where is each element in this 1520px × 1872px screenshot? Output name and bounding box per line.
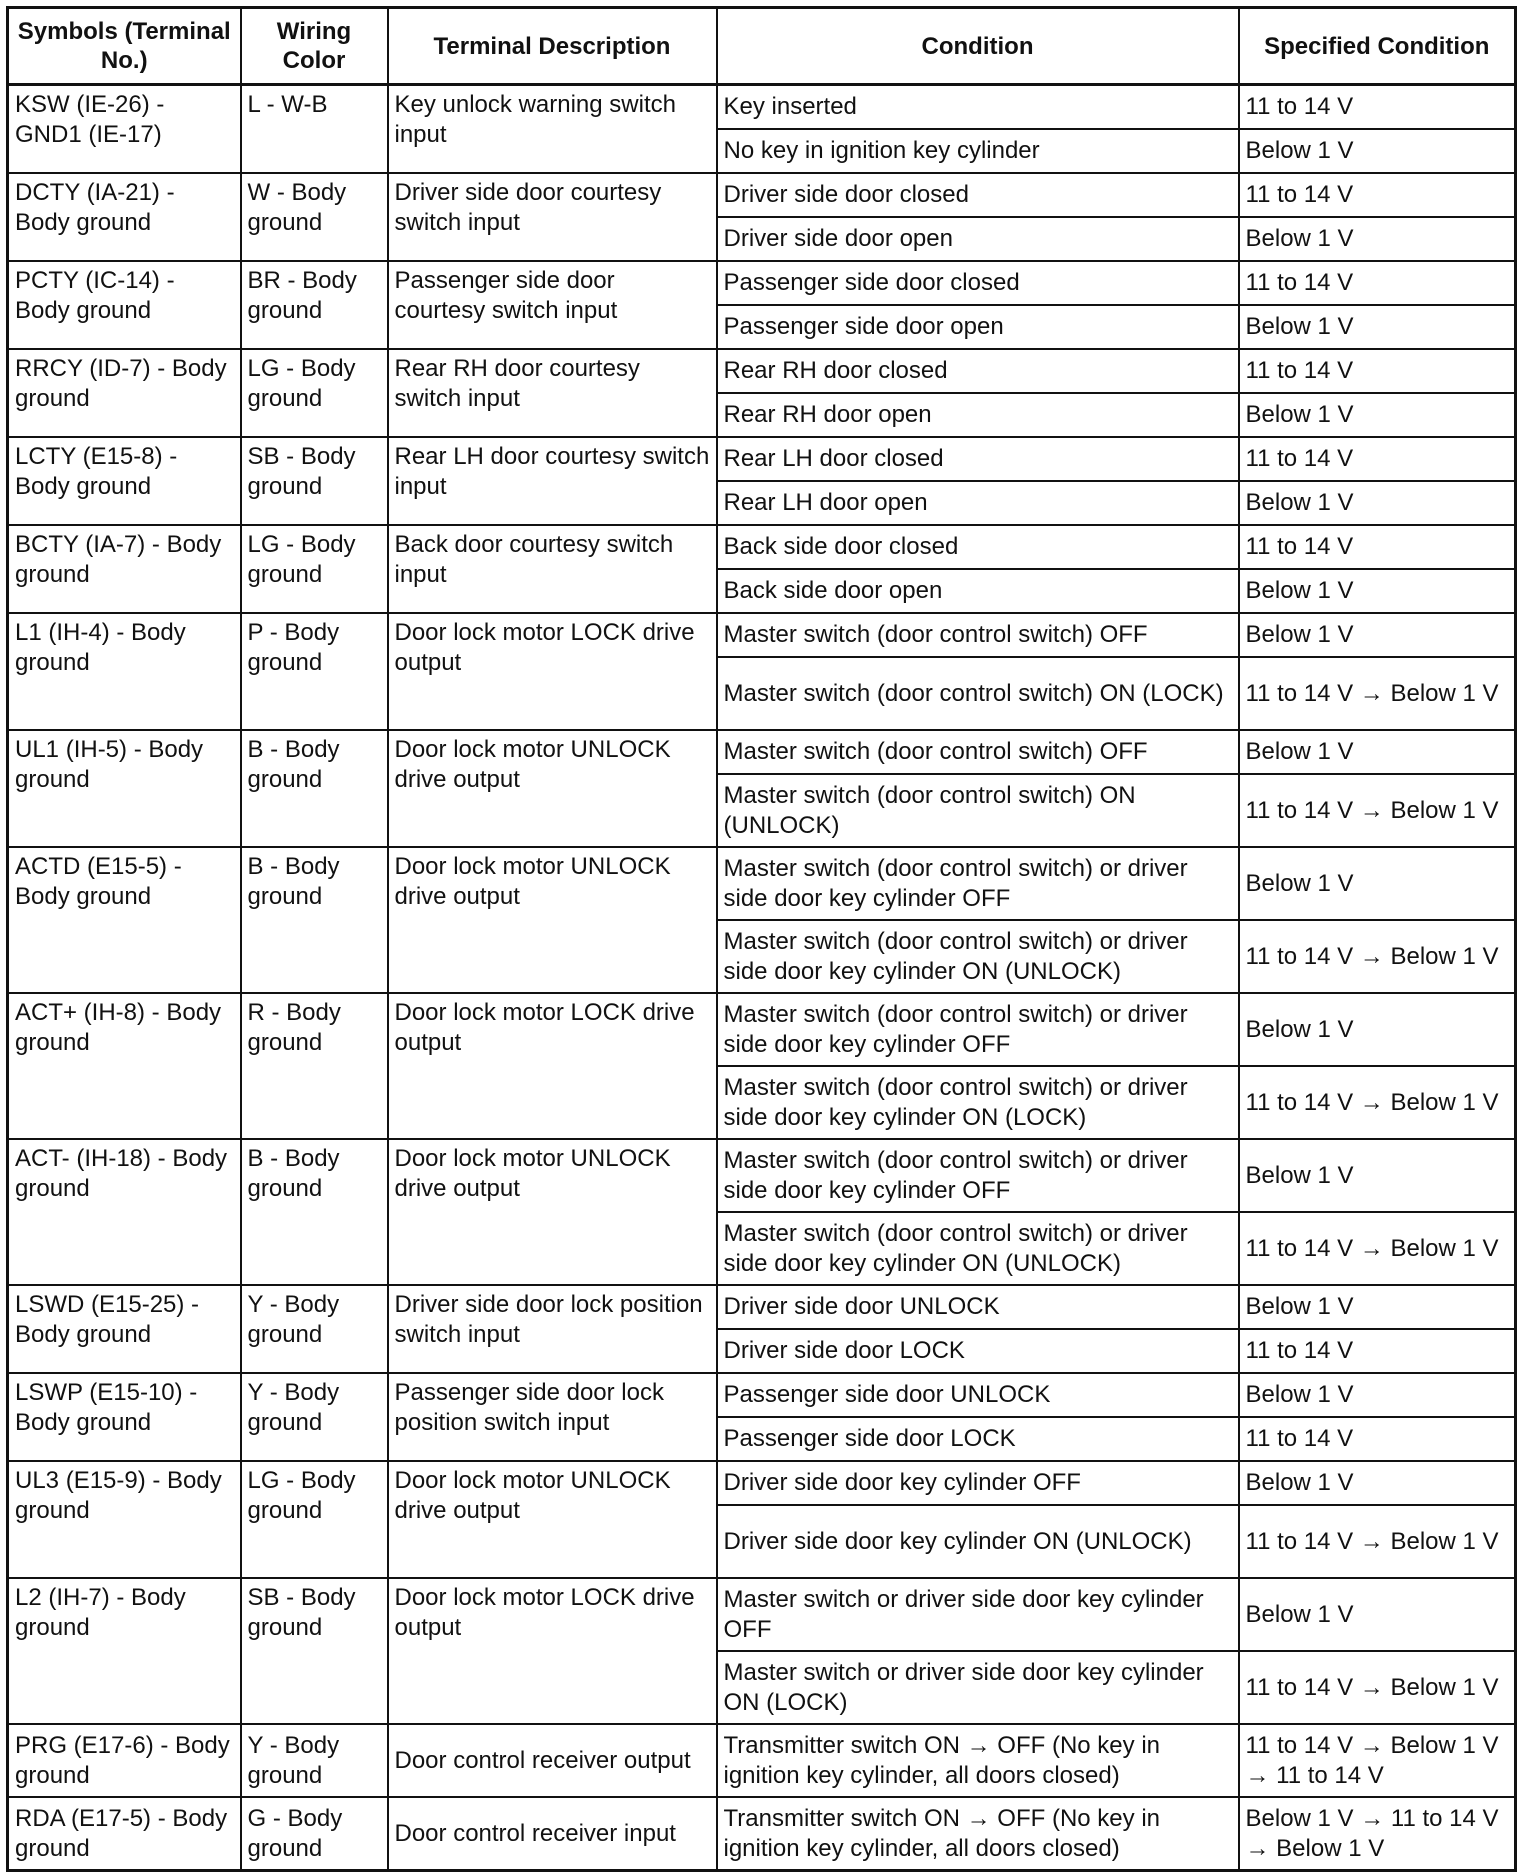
cell-wiring-color: SB - Body ground: [241, 1578, 388, 1724]
cell-condition: Master switch (door control switch) ON (LOCK): [717, 657, 1239, 730]
table-row: [8, 993, 1516, 1066]
cell-wiring-color: Y - Body ground: [241, 1285, 388, 1373]
cell-condition: Master switch (door control switch) or driver side door key cylinder OFF: [717, 847, 1239, 920]
cell-terminal-description: Passenger side door courtesy switch input: [388, 261, 717, 349]
cell-condition: Back side door closed: [717, 525, 1239, 569]
cell-specified-condition: 11 to 14 V → Below 1 V: [1239, 657, 1516, 730]
cell-terminal-symbol: RDA (E17-5) - Body ground: [8, 1797, 241, 1871]
cell-condition: Driver side door open: [717, 217, 1239, 261]
cell-specified-condition: 11 to 14 V → Below 1 V: [1239, 1505, 1516, 1578]
cell-wiring-color: BR - Body ground: [241, 261, 388, 349]
cell-condition: No key in ignition key cylinder: [717, 129, 1239, 173]
table-row: [8, 85, 1516, 130]
header-wiring-color: Wiring Color: [241, 8, 388, 85]
cell-specified-condition: 11 to 14 V: [1239, 349, 1516, 393]
cell-terminal-description: Door lock motor LOCK drive output: [388, 613, 717, 730]
cell-specified-condition: Below 1 V: [1239, 847, 1516, 920]
table-row: [8, 1285, 1516, 1329]
header-symbols: Symbols (Terminal No.): [8, 8, 241, 85]
cell-terminal-description: Door lock motor UNLOCK drive output: [388, 1461, 717, 1578]
cell-condition: Master switch (door control switch) or driver side door key cylinder ON (LOCK): [717, 1066, 1239, 1139]
cell-specified-condition: Below 1 V: [1239, 1373, 1516, 1417]
cell-specified-condition: Below 1 V: [1239, 217, 1516, 261]
cell-terminal-symbol: BCTY (IA-7) - Body ground: [8, 525, 241, 613]
cell-condition: Driver side door UNLOCK: [717, 1285, 1239, 1329]
cell-wiring-color: L - W-B: [241, 85, 388, 174]
cell-specified-condition: 11 to 14 V: [1239, 1329, 1516, 1373]
cell-terminal-symbol: LSWP (E15-10) - Body ground: [8, 1373, 241, 1461]
cell-terminal-symbol: PCTY (IC-14) - Body ground: [8, 261, 241, 349]
table-row: [8, 261, 1516, 305]
cell-condition: Master switch (door control switch) or driver side door key cylinder OFF: [717, 993, 1239, 1066]
cell-wiring-color: SB - Body ground: [241, 437, 388, 525]
cell-specified-condition: 11 to 14 V → Below 1 V: [1239, 1651, 1516, 1724]
cell-terminal-description: Passenger side door lock position switch input: [388, 1373, 717, 1461]
cell-terminal-symbol: LCTY (E15-8) - Body ground: [8, 437, 241, 525]
cell-specified-condition: 11 to 14 V → Below 1 V: [1239, 1066, 1516, 1139]
table-row: [8, 1578, 1516, 1651]
cell-terminal-description: Door control receiver output: [388, 1724, 717, 1797]
cell-terminal-description: Rear LH door courtesy switch input: [388, 437, 717, 525]
cell-wiring-color: LG - Body ground: [241, 349, 388, 437]
table-row: [8, 1797, 1516, 1871]
cell-condition: Passenger side door LOCK: [717, 1417, 1239, 1461]
cell-terminal-description: Door control receiver input: [388, 1797, 717, 1871]
cell-specified-condition: Below 1 V: [1239, 613, 1516, 657]
cell-condition: Rear LH door open: [717, 481, 1239, 525]
cell-terminal-symbol: UL3 (E15-9) - Body ground: [8, 1461, 241, 1578]
table-row: [8, 1373, 1516, 1417]
cell-terminal-symbol: UL1 (IH-5) - Body ground: [8, 730, 241, 847]
header-specified-condition: Specified Condition: [1239, 8, 1516, 85]
cell-specified-condition: 11 to 14 V → Below 1 V: [1239, 1212, 1516, 1285]
cell-specified-condition: Below 1 V: [1239, 393, 1516, 437]
cell-specified-condition: Below 1 V: [1239, 730, 1516, 774]
cell-condition: Master switch (door control switch) or driver side door key cylinder ON (UNLOCK): [717, 920, 1239, 993]
table-row: [8, 437, 1516, 481]
table-body: [8, 85, 1516, 1871]
cell-condition: Driver side door key cylinder OFF: [717, 1461, 1239, 1505]
cell-condition: Master switch or driver side door key cylinder ON (LOCK): [717, 1651, 1239, 1724]
cell-condition: Master switch (door control switch) OFF: [717, 730, 1239, 774]
cell-terminal-symbol: L1 (IH-4) - Body ground: [8, 613, 241, 730]
table-row: [8, 730, 1516, 774]
cell-specified-condition: Below 1 V: [1239, 305, 1516, 349]
cell-terminal-description: Driver side door lock position switch input: [388, 1285, 717, 1373]
cell-condition: Transmitter switch ON → OFF (No key in ignition key cylinder, all doors closed): [717, 1797, 1239, 1871]
cell-wiring-color: LG - Body ground: [241, 525, 388, 613]
header-terminal-description: Terminal Description: [388, 8, 717, 85]
table-row: [8, 525, 1516, 569]
cell-condition: Transmitter switch ON → OFF (No key in ignition key cylinder, all doors closed): [717, 1724, 1239, 1797]
cell-terminal-symbol: DCTY (IA-21) - Body ground: [8, 173, 241, 261]
cell-terminal-symbol: ACT- (IH-18) - Body ground: [8, 1139, 241, 1285]
cell-specified-condition: Below 1 V: [1239, 1285, 1516, 1329]
cell-specified-condition: Below 1 V: [1239, 993, 1516, 1066]
cell-condition: Passenger side door open: [717, 305, 1239, 349]
cell-specified-condition: Below 1 V: [1239, 1578, 1516, 1651]
cell-wiring-color: W - Body ground: [241, 173, 388, 261]
cell-condition: Driver side door closed: [717, 173, 1239, 217]
header-row: [8, 8, 1516, 85]
cell-wiring-color: B - Body ground: [241, 730, 388, 847]
cell-condition: Master switch or driver side door key cylinder OFF: [717, 1578, 1239, 1651]
cell-specified-condition: Below 1 V: [1239, 129, 1516, 173]
cell-wiring-color: Y - Body ground: [241, 1373, 388, 1461]
cell-terminal-symbol: ACT+ (IH-8) - Body ground: [8, 993, 241, 1139]
cell-specified-condition: Below 1 V: [1239, 1461, 1516, 1505]
cell-condition: Rear RH door closed: [717, 349, 1239, 393]
table-row: [8, 847, 1516, 920]
cell-wiring-color: R - Body ground: [241, 993, 388, 1139]
terminal-specification-table: [6, 6, 1517, 1872]
cell-condition: Master switch (door control switch) or driver side door key cylinder OFF: [717, 1139, 1239, 1212]
cell-specified-condition: 11 to 14 V: [1239, 261, 1516, 305]
cell-terminal-description: Key unlock warning switch input: [388, 85, 717, 174]
cell-specified-condition: 11 to 14 V: [1239, 173, 1516, 217]
cell-terminal-description: Door lock motor UNLOCK drive output: [388, 1139, 717, 1285]
cell-specified-condition: 11 to 14 V: [1239, 525, 1516, 569]
cell-terminal-symbol: RRCY (ID-7) - Body ground: [8, 349, 241, 437]
cell-terminal-symbol: ACTD (E15-5) - Body ground: [8, 847, 241, 993]
cell-condition: Rear LH door closed: [717, 437, 1239, 481]
cell-terminal-description: Door lock motor UNLOCK drive output: [388, 847, 717, 993]
table-row: [8, 173, 1516, 217]
cell-condition: Master switch (door control switch) ON (UNLOCK): [717, 774, 1239, 847]
cell-terminal-description: Driver side door courtesy switch input: [388, 173, 717, 261]
cell-condition: Back side door open: [717, 569, 1239, 613]
cell-wiring-color: B - Body ground: [241, 847, 388, 993]
table-row: [8, 349, 1516, 393]
table-row: [8, 1724, 1516, 1797]
header-condition: Condition: [717, 8, 1239, 85]
cell-terminal-description: Door lock motor UNLOCK drive output: [388, 730, 717, 847]
cell-condition: Passenger side door closed: [717, 261, 1239, 305]
cell-specified-condition: 11 to 14 V: [1239, 437, 1516, 481]
cell-condition: Driver side door key cylinder ON (UNLOCK): [717, 1505, 1239, 1578]
cell-terminal-description: Door lock motor LOCK drive output: [388, 1578, 717, 1724]
cell-specified-condition: Below 1 V: [1239, 569, 1516, 613]
cell-condition: Master switch (door control switch) OFF: [717, 613, 1239, 657]
cell-condition: Master switch (door control switch) or driver side door key cylinder ON (UNLOCK): [717, 1212, 1239, 1285]
cell-specified-condition: Below 1 V: [1239, 1139, 1516, 1212]
cell-terminal-symbol: PRG (E17-6) - Body ground: [8, 1724, 241, 1797]
cell-terminal-description: Door lock motor LOCK drive output: [388, 993, 717, 1139]
table-row: [8, 1461, 1516, 1505]
table-row: [8, 613, 1516, 657]
cell-condition: Rear RH door open: [717, 393, 1239, 437]
cell-wiring-color: LG - Body ground: [241, 1461, 388, 1578]
cell-wiring-color: G - Body ground: [241, 1797, 388, 1871]
cell-terminal-symbol: LSWD (E15-25) - Body ground: [8, 1285, 241, 1373]
cell-specified-condition: Below 1 V: [1239, 481, 1516, 525]
cell-terminal-description: Rear RH door courtesy switch input: [388, 349, 717, 437]
cell-specified-condition: 11 to 14 V → Below 1 V: [1239, 774, 1516, 847]
cell-condition: Driver side door LOCK: [717, 1329, 1239, 1373]
cell-condition: Passenger side door UNLOCK: [717, 1373, 1239, 1417]
cell-terminal-description: Back door courtesy switch input: [388, 525, 717, 613]
cell-specified-condition: 11 to 14 V → Below 1 V → 11 to 14 V: [1239, 1724, 1516, 1797]
cell-terminal-symbol: KSW (IE-26) - GND1 (IE-17): [8, 85, 241, 174]
cell-specified-condition: 11 to 14 V: [1239, 85, 1516, 130]
table-row: [8, 1139, 1516, 1212]
cell-condition: Key inserted: [717, 85, 1239, 130]
terminal-spec-sheet: [6, 6, 1514, 1872]
cell-specified-condition: 11 to 14 V → Below 1 V: [1239, 920, 1516, 993]
cell-specified-condition: Below 1 V → 11 to 14 V → Below 1 V: [1239, 1797, 1516, 1871]
cell-wiring-color: Y - Body ground: [241, 1724, 388, 1797]
cell-wiring-color: B - Body ground: [241, 1139, 388, 1285]
cell-wiring-color: P - Body ground: [241, 613, 388, 730]
cell-specified-condition: 11 to 14 V: [1239, 1417, 1516, 1461]
cell-terminal-symbol: L2 (IH-7) - Body ground: [8, 1578, 241, 1724]
